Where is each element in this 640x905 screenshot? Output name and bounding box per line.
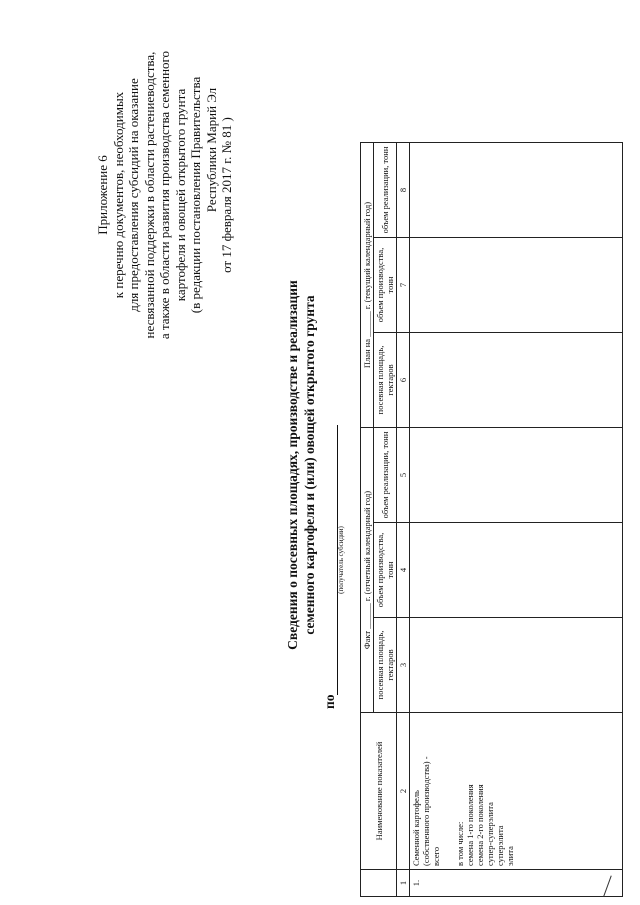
appendix-line: Республики Марий Эл	[203, 87, 219, 213]
row-name-spacer	[441, 716, 455, 866]
row-name-line: супер-суперэлита	[485, 802, 495, 866]
header-row-1	[361, 143, 374, 897]
title-line-1: Сведения о посевных площадях, производстве и реализации	[285, 280, 300, 650]
appendix-line: Приложение 6	[95, 155, 110, 235]
column-number-row	[397, 143, 410, 897]
data-table	[360, 142, 623, 897]
row-name-line: в том числе:	[455, 821, 465, 866]
appendix-line: от 17 февраля 2017 г. № 81 )	[219, 117, 234, 273]
col-number: 7	[397, 238, 410, 333]
appendix-line: а также в области развития производства семенного	[157, 50, 172, 340]
subheader-cell: посевная площадь, гектаров	[374, 618, 397, 713]
col-number: 6	[397, 333, 410, 428]
po-label: по	[322, 694, 337, 709]
table-cell[interactable]	[410, 143, 623, 238]
header-number	[361, 870, 397, 897]
col-number: 3	[397, 618, 410, 713]
appendix-header	[95, 45, 235, 345]
appendix-line: для предоставления субсидий на оказание	[126, 78, 141, 312]
row-name	[410, 713, 623, 870]
subheader-cell: объем производства, тонн	[374, 523, 397, 618]
col-number: 1	[397, 870, 410, 897]
table-cell[interactable]	[410, 238, 623, 333]
subheader-cell: объем реализации, тонн	[374, 143, 397, 238]
subheader-cell: посевная площадь, гектаров	[374, 333, 397, 428]
row-name-line: (собственного производства) -	[421, 756, 431, 866]
subheader-cell: объем реализации, тонн	[374, 428, 397, 523]
table-row	[410, 143, 623, 897]
col-number: 5	[397, 428, 410, 523]
appendix-line: несвязанной поддержки в области растениеводства,	[141, 51, 157, 339]
title-line-2: семенного картофеля и (или) овощей открытого грунта	[301, 295, 317, 635]
table-cell[interactable]	[410, 523, 623, 618]
row-number: 1.	[410, 870, 623, 897]
row-name-line: элита	[505, 846, 515, 866]
col-number: 4	[397, 523, 410, 618]
table-cell[interactable]	[410, 428, 623, 523]
document-title	[285, 235, 318, 695]
row-name-line: семена 1-го поколения	[465, 784, 475, 866]
appendix-line: (в редакции постановления Правительства	[188, 76, 203, 314]
recipient-caption: (получатель субсидии)	[337, 526, 345, 594]
header-indicator-name: Наименование показателей	[361, 713, 397, 870]
table-cell[interactable]	[410, 333, 623, 428]
row-name-line: семена 2-го поколения	[475, 784, 485, 866]
appendix-line: к перечню документов, необходимых	[110, 91, 126, 299]
appendix-line: картофеля и овощей открытого грунта	[172, 88, 188, 302]
header-plan: План на ______ г. (текущий календарный год)	[361, 143, 374, 428]
header-fact: Факт ______ г. (отчетный календарный год)	[361, 428, 374, 713]
row-name-line: Семенной картофель	[411, 790, 421, 866]
col-number: 2	[397, 713, 410, 870]
table-cell[interactable]	[410, 618, 623, 713]
row-name-line: суперэлита	[495, 825, 505, 866]
row-name-line: всего	[431, 846, 441, 866]
subheader-cell: объем производства, тонн	[374, 238, 397, 333]
col-number: 8	[397, 143, 410, 238]
